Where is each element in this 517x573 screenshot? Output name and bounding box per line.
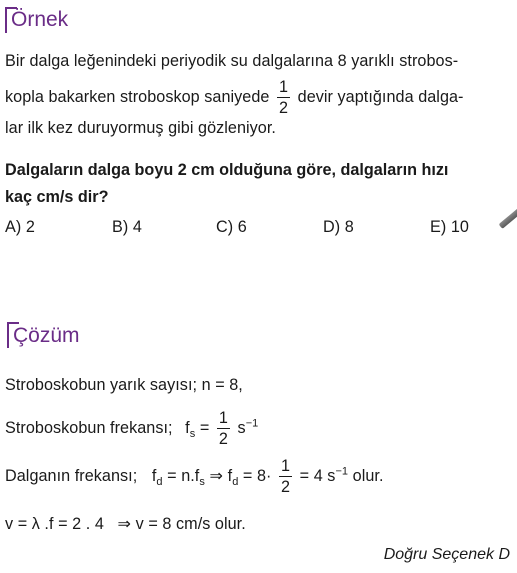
example-text-line-2 (5, 79, 464, 116)
solution-line-4: v = λ .f = 2 . 4 ⇒ v = 8 cm/s olur. (5, 515, 246, 533)
answer-label: Doğru Seçenek D (383, 546, 510, 563)
fs-symbol: $f_s$ (185, 418, 196, 441)
question-line-2: kaç cm/s dir? (5, 188, 109, 206)
fs-fraction (217, 410, 230, 447)
fs-numerator: 1 (217, 410, 230, 429)
wave-frequency-label: Dalganın frekansı; (5, 466, 138, 485)
example-line-2-end: devir yaptığında dalga- (297, 87, 464, 106)
fs-denominator: 2 (218, 430, 228, 449)
question-line-1: Dalgaların dalga boyu 2 cm olduğuna göre, dalgaların hızı (5, 161, 449, 179)
fd-numerator: 1 (279, 458, 292, 477)
solution-heading: Çözüm (13, 324, 80, 347)
fs-unit: $s^{-1}$ (237, 417, 259, 437)
example-text-line-1: Bir dalga leğenindeki periyodik su dalgalarına 8 yarıklı strobos- (5, 52, 459, 70)
fraction-denominator: 2 (279, 99, 289, 118)
example-text-line-3: lar ilk kez duruyormuş gibi gözleniyor. (5, 119, 276, 137)
fd-denominator: 2 (281, 478, 291, 497)
fd-fraction (279, 458, 292, 495)
strobe-frequency-label: Stroboskobun frekansı; (5, 418, 173, 437)
example-line-2-start: kopla bakarken stroboskop saniyede (5, 87, 270, 106)
solution-line-1: Stroboskobun yarık sayısı; n = 8, (5, 376, 243, 394)
fd-formula: $f_d = n.f_s$ ⇒ $f_d = 8\cdot$ (151, 466, 272, 489)
option-d[interactable]: D) 8 (323, 218, 354, 236)
fraction-numerator: 1 (277, 79, 290, 98)
fs-equals: = (199, 418, 210, 437)
pencil-icon (499, 205, 517, 229)
option-c[interactable]: C) 6 (216, 218, 247, 236)
solution-line-2 (5, 410, 258, 447)
option-a[interactable]: A) 2 (5, 218, 35, 236)
example-heading: Örnek (11, 8, 69, 31)
option-e[interactable]: E) 10 (430, 218, 469, 236)
half-fraction (277, 79, 290, 116)
option-b[interactable]: B) 4 (112, 218, 142, 236)
fd-result: = 4 $s^{-1}$ olur. (299, 465, 384, 485)
solution-line-3 (5, 458, 384, 495)
